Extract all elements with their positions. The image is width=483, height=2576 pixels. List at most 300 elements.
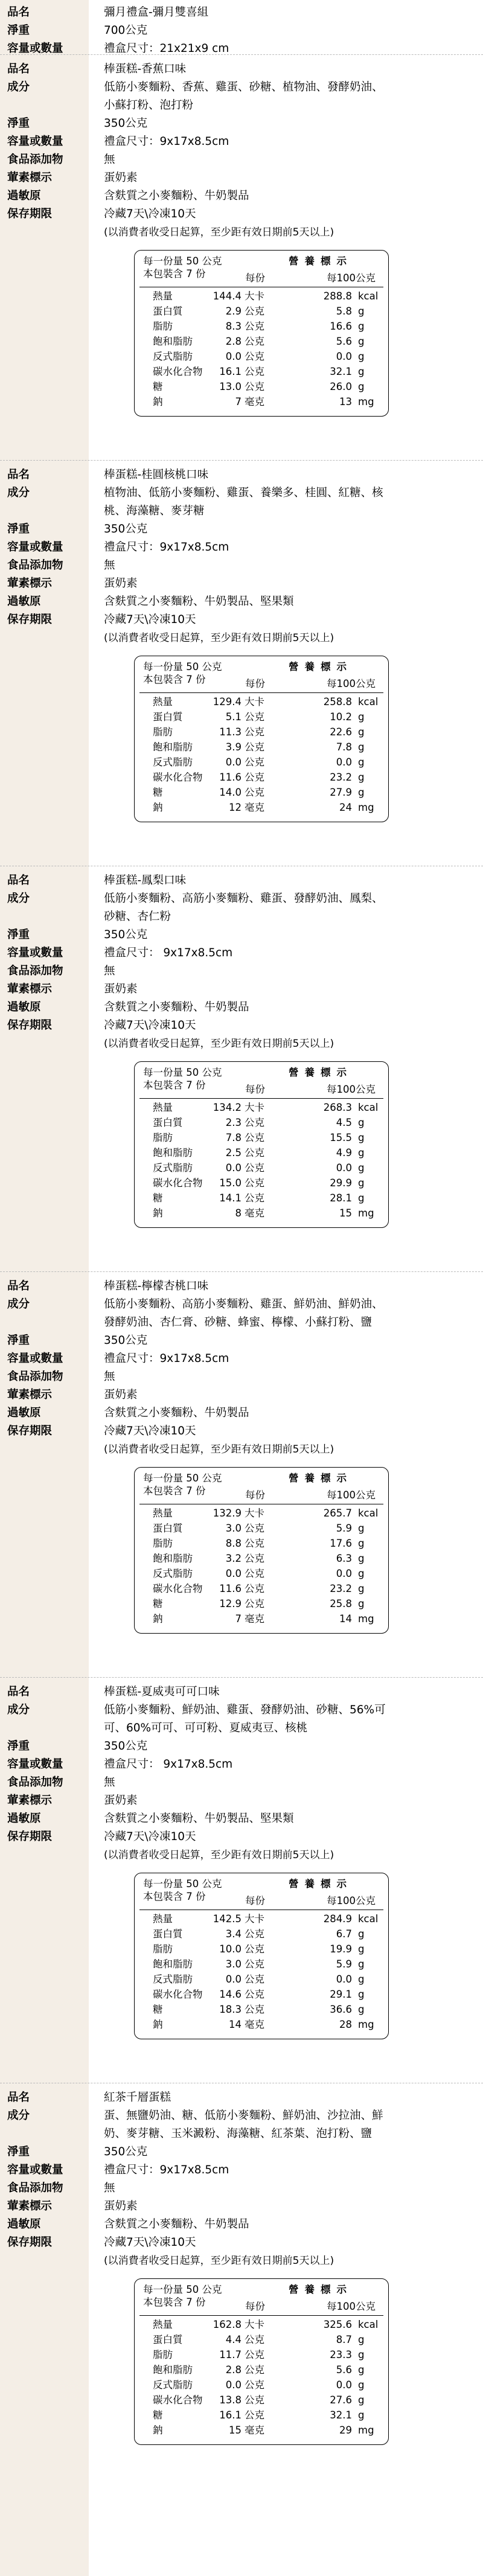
per-serving-unit: 公克 bbox=[245, 1958, 264, 1970]
per-100g-unit: g bbox=[358, 772, 365, 783]
field-value-text: 禮盒尺寸：21x21x9 cm bbox=[104, 42, 229, 55]
nutrition-facts-table bbox=[134, 1467, 389, 1634]
field-value-note bbox=[104, 2252, 473, 2270]
field-value-ingredients bbox=[104, 2107, 473, 2143]
field-value-text: 紅茶千層蛋糕 bbox=[104, 2091, 171, 2104]
per-serving-value: 132.9 bbox=[213, 1507, 242, 1519]
per-100g-header: 每100公克 bbox=[327, 1084, 376, 1095]
nutrient-name: 蛋白質 bbox=[153, 1117, 183, 1128]
field-value-weight bbox=[104, 926, 473, 944]
field-value-ingredients bbox=[104, 1701, 473, 1737]
field-label-size: 容量或數量 bbox=[7, 135, 63, 148]
per-100g-value: 0.0 bbox=[336, 2379, 352, 2391]
per-serving-unit: 大卡 bbox=[245, 2319, 264, 2330]
nutrient-row bbox=[135, 696, 388, 708]
table-rule bbox=[139, 2315, 383, 2316]
field-label-allergens: 過敏原 bbox=[7, 2218, 41, 2231]
per-100g-value: 5.8 bbox=[336, 305, 352, 317]
field-value-allergens bbox=[104, 999, 473, 1017]
nutrient-row bbox=[135, 2334, 388, 2345]
field-label-vegan: 葷素標示 bbox=[7, 1794, 53, 1807]
serving-size: 每一份量 50 公克 bbox=[143, 1472, 222, 1484]
field-label-size: 容量或數量 bbox=[7, 2164, 63, 2176]
ingredient-line: 植物油、低筋小麥麵粉、雞蛋、養樂多、桂圓、紅糖、核 bbox=[104, 487, 383, 499]
per-serving-unit: 毫克 bbox=[245, 2019, 264, 2030]
per-serving-unit: 公克 bbox=[245, 1132, 264, 1143]
field-value-storage bbox=[104, 1017, 473, 1035]
per-serving-unit: 毫克 bbox=[245, 802, 264, 813]
ingredient-line: 低筋小麥麵粉、鮮奶油、雞蛋、發酵奶油、砂糖、56%可 bbox=[104, 1704, 386, 1716]
nutrient-name: 蛋白質 bbox=[153, 305, 183, 317]
serving-size: 每一份量 50 公克 bbox=[143, 1067, 222, 1078]
per-100g-unit: g bbox=[358, 1192, 365, 1204]
per-100g-unit: g bbox=[358, 1177, 365, 1189]
field-label-allergens: 過敏原 bbox=[7, 190, 41, 202]
nutrient-row bbox=[135, 802, 388, 813]
per-serving-unit: 大卡 bbox=[245, 1913, 264, 1925]
per-serving-value: 14 bbox=[229, 2019, 242, 2030]
per-100g-value: 28.1 bbox=[330, 1192, 352, 1204]
field-label-size: 容量或數量 bbox=[7, 1352, 63, 1365]
serving-size: 每一份量 50 公克 bbox=[143, 255, 222, 267]
field-label-storage: 保存期限 bbox=[7, 1019, 53, 1032]
per-serving-unit: 公克 bbox=[245, 2409, 264, 2421]
servings-per-package: 本包裝含 7 份 bbox=[143, 1485, 206, 1497]
per-serving-value: 8.8 bbox=[225, 1538, 242, 1549]
nutrient-row bbox=[135, 1102, 388, 1113]
field-value-text: 棒蛋糕-檸檬杏桃口味 bbox=[104, 1280, 209, 1293]
ingredient-line: 蛋、無鹽奶油、糖、低筋小麥麵粉、鮮奶油、沙拉油、鮮 bbox=[104, 2109, 383, 2122]
field-value-ingredients bbox=[104, 890, 473, 926]
per-serving-unit: 公克 bbox=[245, 726, 264, 738]
field-label-additives: 食品添加物 bbox=[7, 1776, 63, 1789]
per-serving-value: 16.1 bbox=[219, 366, 242, 377]
per-100g-unit: mg bbox=[358, 2019, 374, 2030]
field-value-text: 彌月禮盒-彌月雙喜組 bbox=[104, 6, 209, 19]
per-serving-unit: 公克 bbox=[245, 1989, 264, 2000]
per-serving-unit: 公克 bbox=[245, 2349, 264, 2360]
per-100g-value: 325.6 bbox=[323, 2319, 352, 2330]
per-serving-value: 0.0 bbox=[225, 1568, 242, 1579]
field-label-additives: 食品添加物 bbox=[7, 1370, 63, 1383]
field-value-weight bbox=[104, 2143, 473, 2161]
per-serving-value: 2.8 bbox=[225, 336, 242, 347]
nutrition-title: 營養標示 bbox=[289, 1878, 353, 1890]
nutrient-name: 熱量 bbox=[153, 1507, 173, 1519]
nutrient-name: 碳水化合物 bbox=[153, 772, 203, 783]
per-100g-unit: g bbox=[358, 336, 365, 347]
field-value-text: 含麩質之小麥麵粉、牛奶製品、堅果類 bbox=[104, 1812, 294, 1825]
field-value-text: 蛋奶素 bbox=[104, 1389, 138, 1401]
field-value-text: 含麩質之小麥麵粉、牛奶製品 bbox=[104, 2218, 249, 2231]
per-serving-value: 2.8 bbox=[225, 2364, 242, 2376]
nutrient-name: 飽和脂肪 bbox=[153, 1553, 193, 1564]
nutrient-name: 脂肪 bbox=[153, 1943, 173, 1955]
field-value-text: 禮盒尺寸：9x17x8.5cm bbox=[104, 2164, 229, 2176]
field-value-text: 無 bbox=[104, 965, 115, 977]
nutrient-row bbox=[135, 1913, 388, 1925]
field-value-additives bbox=[104, 151, 473, 169]
field-value-text: 無 bbox=[104, 1776, 115, 1789]
per-serving-value: 142.5 bbox=[213, 1913, 242, 1925]
field-label-additives: 食品添加物 bbox=[7, 559, 63, 572]
field-value-text: 無 bbox=[104, 153, 115, 166]
per-100g-value: 22.6 bbox=[330, 726, 352, 738]
field-label-vegan: 葷素標示 bbox=[7, 2200, 53, 2213]
field-value-storage bbox=[104, 1828, 473, 1846]
per-100g-value: 15 bbox=[339, 1207, 352, 1219]
per-100g-value: 284.9 bbox=[323, 1913, 352, 1925]
per-100g-value: 6.3 bbox=[336, 1553, 352, 1564]
field-label-additives: 食品添加物 bbox=[7, 153, 63, 166]
field-label-ingredients: 成分 bbox=[7, 1298, 30, 1311]
field-label-additives: 食品添加物 bbox=[7, 2182, 63, 2194]
servings-per-package: 本包裝含 7 份 bbox=[143, 674, 206, 685]
per-100g-unit: g bbox=[358, 1989, 365, 2000]
per-serving-unit: 公克 bbox=[245, 321, 264, 332]
per-100g-value: 268.3 bbox=[323, 1102, 352, 1113]
per-serving-unit: 公克 bbox=[245, 756, 264, 768]
nutrient-name: 蛋白質 bbox=[153, 1928, 183, 1940]
per-100g-value: 265.7 bbox=[323, 1507, 352, 1519]
field-value-name bbox=[104, 466, 473, 484]
per-serving-value: 4.4 bbox=[225, 2334, 242, 2345]
per-100g-header: 每100公克 bbox=[327, 272, 376, 284]
per-100g-value: 36.6 bbox=[330, 2004, 352, 2015]
field-value-size bbox=[104, 1350, 473, 1368]
per-100g-unit: g bbox=[358, 1553, 365, 1564]
per-serving-value: 11.7 bbox=[219, 2349, 242, 2360]
field-value-text: 禮盒尺寸： 9x17x8.5cm bbox=[104, 947, 233, 959]
field-value-text: (以消費者收受日起算，至少距有效日期前5天以上) bbox=[104, 226, 334, 238]
field-value-weight bbox=[104, 115, 473, 133]
per-serving-value: 7.8 bbox=[225, 1132, 242, 1143]
nutrient-name: 脂肪 bbox=[153, 2349, 173, 2360]
nutrient-row bbox=[135, 1989, 388, 2000]
per-serving-unit: 公克 bbox=[245, 787, 264, 798]
nutrition-title: 營養標示 bbox=[289, 661, 353, 673]
per-serving-value: 11.6 bbox=[219, 1583, 242, 1594]
nutrient-row bbox=[135, 1583, 388, 1594]
nutrient-row bbox=[135, 2409, 388, 2421]
nutrient-name: 蛋白質 bbox=[153, 2334, 183, 2345]
per-serving-unit: 公克 bbox=[245, 2334, 264, 2345]
per-100g-unit: mg bbox=[358, 396, 374, 407]
per-100g-unit: g bbox=[358, 2349, 365, 2360]
field-label-storage: 保存期限 bbox=[7, 1830, 53, 1843]
nutrient-row bbox=[135, 1928, 388, 1940]
nutrient-row bbox=[135, 321, 388, 332]
per-serving-value: 7 bbox=[235, 396, 242, 407]
servings-per-package: 本包裝含 7 份 bbox=[143, 268, 206, 280]
field-value-text: (以消費者收受日起算，至少距有效日期前5天以上) bbox=[104, 1849, 334, 1861]
nutrient-row bbox=[135, 1162, 388, 1174]
field-value-text: 350公克 bbox=[104, 523, 148, 535]
per-100g-unit: mg bbox=[358, 1207, 374, 1219]
field-label-size: 容量或數量 bbox=[7, 947, 63, 959]
field-label-ingredients: 成分 bbox=[7, 892, 30, 905]
per-100g-value: 0.0 bbox=[336, 351, 352, 362]
nutrient-name: 飽和脂肪 bbox=[153, 1147, 193, 1159]
per-serving-unit: 公克 bbox=[245, 1598, 264, 1609]
table-rule bbox=[139, 1098, 383, 1099]
ingredient-line: 奶、麥芽糖、玉米澱粉、海藻糖、紅茶葉、泡打粉、鹽 bbox=[104, 2127, 373, 2140]
per-100g-value: 23.2 bbox=[330, 1583, 352, 1594]
per-100g-unit: mg bbox=[358, 2424, 374, 2436]
per-serving-unit: 公克 bbox=[245, 1943, 264, 1955]
field-value-text: 700公克 bbox=[104, 24, 148, 37]
per-serving-unit: 公克 bbox=[245, 305, 264, 317]
field-value-text: 蛋奶素 bbox=[104, 2200, 138, 2213]
field-value-text: (以消費者收受日起算，至少距有效日期前5天以上) bbox=[104, 632, 334, 644]
per-100g-unit: g bbox=[358, 1117, 365, 1128]
per-100g-unit: g bbox=[358, 381, 365, 392]
per-100g-unit: g bbox=[358, 1928, 365, 1940]
section-divider bbox=[0, 54, 483, 55]
field-label-ingredients: 成分 bbox=[7, 2109, 30, 2122]
field-value-text: 禮盒尺寸：9x17x8.5cm bbox=[104, 135, 229, 148]
per-serving-header: 每份 bbox=[245, 1489, 265, 1501]
per-100g-value: 0.0 bbox=[336, 1974, 352, 1985]
per-100g-value: 25.8 bbox=[330, 1598, 352, 1609]
per-serving-unit: 大卡 bbox=[245, 696, 264, 708]
ingredient-line: 桃、海藻糖、麥芽糖 bbox=[104, 505, 205, 517]
field-label-vegan: 葷素標示 bbox=[7, 577, 53, 590]
nutrient-name: 熱量 bbox=[153, 696, 173, 708]
field-label-weight: 淨重 bbox=[7, 117, 30, 130]
field-value-text: 含麩質之小麥麵粉、牛奶製品 bbox=[104, 190, 249, 202]
ingredient-line: 低筋小麥麵粉、高筋小麥麵粉、雞蛋、發酵奶油、鳳梨、 bbox=[104, 892, 383, 905]
nutrient-row bbox=[135, 1117, 388, 1128]
per-100g-value: 17.6 bbox=[330, 1538, 352, 1549]
nutrient-name: 糖 bbox=[153, 2004, 163, 2015]
field-value-additives bbox=[104, 1368, 473, 1386]
field-value-name bbox=[104, 1277, 473, 1296]
nutrient-row bbox=[135, 336, 388, 347]
section-divider bbox=[0, 460, 483, 461]
nutrient-name: 飽和脂肪 bbox=[153, 1958, 193, 1970]
field-label-name: 品名 bbox=[7, 1686, 30, 1698]
field-value-storage bbox=[104, 205, 473, 223]
per-serving-unit: 毫克 bbox=[245, 1207, 264, 1219]
nutrient-row bbox=[135, 1192, 388, 1204]
per-100g-value: 288.8 bbox=[323, 290, 352, 302]
per-100g-value: 28 bbox=[339, 2019, 352, 2030]
per-100g-value: 0.0 bbox=[336, 756, 352, 768]
nutrient-name: 糖 bbox=[153, 787, 163, 798]
field-label-size: 容量或數量 bbox=[7, 1758, 63, 1771]
per-100g-value: 5.6 bbox=[336, 2364, 352, 2376]
field-label: 淨重 bbox=[7, 24, 30, 37]
field-value-text: 無 bbox=[104, 1370, 115, 1383]
field-value-vegan bbox=[104, 2197, 473, 2216]
nutrient-name: 碳水化合物 bbox=[153, 1989, 203, 2000]
field-label-weight: 淨重 bbox=[7, 928, 30, 941]
per-100g-value: 7.8 bbox=[336, 741, 352, 753]
nutrition-title: 營養標示 bbox=[289, 255, 353, 267]
per-serving-value: 134.2 bbox=[213, 1102, 242, 1113]
field-value-ingredients bbox=[104, 484, 473, 520]
nutrient-name: 碳水化合物 bbox=[153, 1177, 203, 1189]
nutrient-name: 脂肪 bbox=[153, 726, 173, 738]
field-value-name bbox=[104, 1683, 473, 1701]
nutrient-row bbox=[135, 772, 388, 783]
per-100g-unit: g bbox=[358, 2004, 365, 2015]
per-100g-unit: g bbox=[358, 1147, 365, 1159]
nutrient-name: 反式脂肪 bbox=[153, 1568, 193, 1579]
field-value-ingredients bbox=[104, 1296, 473, 1332]
field-label-name: 品名 bbox=[7, 63, 30, 75]
per-100g-unit: g bbox=[358, 2409, 365, 2421]
nutrient-row bbox=[135, 2319, 388, 2330]
per-serving-unit: 公克 bbox=[245, 2394, 264, 2406]
per-serving-value: 0.0 bbox=[225, 2379, 242, 2391]
per-serving-value: 13.0 bbox=[219, 381, 242, 392]
per-serving-unit: 公克 bbox=[245, 1974, 264, 1985]
nutrient-name: 碳水化合物 bbox=[153, 2394, 203, 2406]
field-value-vegan bbox=[104, 1386, 473, 1404]
per-100g-unit: kcal bbox=[358, 290, 379, 302]
per-100g-unit: g bbox=[358, 1598, 365, 1609]
nutrient-name: 脂肪 bbox=[153, 1538, 173, 1549]
per-100g-unit: g bbox=[358, 366, 365, 377]
nutrient-row bbox=[135, 1132, 388, 1143]
field-label-ingredients: 成分 bbox=[7, 487, 30, 499]
per-serving-value: 10.0 bbox=[219, 1943, 242, 1955]
nutrient-name: 熱量 bbox=[153, 1913, 173, 1925]
nutrient-row bbox=[135, 1207, 388, 1219]
nutrient-name: 反式脂肪 bbox=[153, 756, 193, 768]
ingredient-line: 可、60%可可、可可粉、夏威夷豆、核桃 bbox=[104, 1722, 308, 1734]
field-label-name: 品名 bbox=[7, 468, 30, 481]
per-100g-unit: g bbox=[358, 321, 365, 332]
nutrient-name: 碳水化合物 bbox=[153, 1583, 203, 1594]
per-serving-unit: 毫克 bbox=[245, 396, 264, 407]
nutrient-name: 飽和脂肪 bbox=[153, 741, 193, 753]
nutrient-row bbox=[135, 290, 388, 302]
per-serving-unit: 公克 bbox=[245, 1117, 264, 1128]
field-value-storage bbox=[104, 2234, 473, 2252]
per-100g-value: 5.9 bbox=[336, 1523, 352, 1534]
field-value-name bbox=[104, 60, 473, 78]
per-100g-value: 23.3 bbox=[330, 2349, 352, 2360]
per-100g-unit: g bbox=[358, 351, 365, 362]
servings-per-package: 本包裝含 7 份 bbox=[143, 1891, 206, 1902]
nutrient-row bbox=[135, 396, 388, 407]
nutrient-name: 熱量 bbox=[153, 290, 173, 302]
nutrition-facts-table bbox=[134, 250, 389, 417]
per-serving-header: 每份 bbox=[245, 1084, 265, 1095]
field-value-vegan bbox=[104, 169, 473, 187]
per-serving-unit: 公克 bbox=[245, 336, 264, 347]
field-label-allergens: 過敏原 bbox=[7, 1407, 41, 1419]
per-serving-value: 0.0 bbox=[225, 1162, 242, 1174]
field-label-allergens: 過敏原 bbox=[7, 1812, 41, 1825]
field-value-name bbox=[104, 872, 473, 890]
per-serving-value: 144.4 bbox=[213, 290, 242, 302]
field-value-weight bbox=[104, 520, 473, 539]
field-value-allergens bbox=[104, 187, 473, 205]
field-value-text: 禮盒尺寸：9x17x8.5cm bbox=[104, 1352, 229, 1365]
nutrient-row bbox=[135, 2379, 388, 2391]
per-serving-unit: 毫克 bbox=[245, 1613, 264, 1625]
field-label-vegan: 葷素標示 bbox=[7, 171, 53, 184]
per-100g-value: 27.6 bbox=[330, 2394, 352, 2406]
per-serving-unit: 公克 bbox=[245, 1147, 264, 1159]
per-100g-unit: g bbox=[358, 2334, 365, 2345]
field-value-text: 含麩質之小麥麵粉、牛奶製品、堅果類 bbox=[104, 595, 294, 608]
per-100g-unit: g bbox=[358, 2364, 365, 2376]
per-100g-unit: g bbox=[358, 1583, 365, 1594]
nutrient-name: 鈉 bbox=[153, 1207, 163, 1219]
per-100g-value: 4.9 bbox=[336, 1147, 352, 1159]
field-value-additives bbox=[104, 962, 473, 980]
field-label-ingredients: 成分 bbox=[7, 1704, 30, 1716]
per-serving-unit: 公克 bbox=[245, 366, 264, 377]
per-serving-unit: 公克 bbox=[245, 1553, 264, 1564]
field-label-weight: 淨重 bbox=[7, 2146, 30, 2158]
nutrient-row bbox=[135, 1507, 388, 1519]
field-label: 容量或數量 bbox=[7, 42, 63, 55]
nutrient-name: 反式脂肪 bbox=[153, 1974, 193, 1985]
field-value-text: 含麩質之小麥麵粉、牛奶製品 bbox=[104, 1001, 249, 1014]
per-100g-unit: mg bbox=[358, 1613, 374, 1625]
serving-size: 每一份量 50 公克 bbox=[143, 1878, 222, 1890]
nutrient-name: 糖 bbox=[153, 1192, 163, 1204]
per-100g-value: 29 bbox=[339, 2424, 352, 2436]
table-rule bbox=[139, 692, 383, 693]
per-100g-unit: g bbox=[358, 726, 365, 738]
per-100g-value: 8.7 bbox=[336, 2334, 352, 2345]
per-100g-header: 每100公克 bbox=[327, 678, 376, 689]
field-value-note bbox=[104, 1440, 473, 1459]
field-value-text: 350公克 bbox=[104, 117, 148, 130]
per-100g-unit: g bbox=[358, 1162, 365, 1174]
field-value-text: 禮盒尺寸：9x17x8.5cm bbox=[104, 541, 229, 554]
nutrient-name: 熱量 bbox=[153, 2319, 173, 2330]
per-100g-value: 4.5 bbox=[336, 1117, 352, 1128]
nutrient-row bbox=[135, 305, 388, 317]
field-value-text: 350公克 bbox=[104, 1334, 148, 1347]
field-label-storage: 保存期限 bbox=[7, 2236, 53, 2249]
field-value-text: (以消費者收受日起算，至少距有效日期前5天以上) bbox=[104, 1038, 334, 1050]
nutrient-row bbox=[135, 726, 388, 738]
nutrient-row bbox=[135, 756, 388, 768]
field-value-text: 棒蛋糕-夏威夷可可口味 bbox=[104, 1686, 220, 1698]
field-value-name bbox=[104, 2089, 473, 2107]
nutrient-name: 脂肪 bbox=[153, 321, 173, 332]
per-100g-unit: g bbox=[358, 756, 365, 768]
per-serving-unit: 公克 bbox=[245, 2004, 264, 2015]
ingredient-line: 低筋小麥麵粉、香蕉、雞蛋、砂糖、植物油、發酵奶油、 bbox=[104, 81, 383, 94]
per-serving-value: 14.6 bbox=[219, 1989, 242, 2000]
per-100g-unit: g bbox=[358, 741, 365, 753]
field-label-ingredients: 成分 bbox=[7, 81, 30, 94]
nutrient-row bbox=[135, 1553, 388, 1564]
nutrition-facts-table bbox=[134, 1873, 389, 2039]
field-value-allergens bbox=[104, 1810, 473, 1828]
per-serving-unit: 公克 bbox=[245, 2364, 264, 2376]
per-serving-value: 14.1 bbox=[219, 1192, 242, 1204]
per-serving-value: 14.0 bbox=[219, 787, 242, 798]
nutrient-row bbox=[135, 787, 388, 798]
per-100g-unit: g bbox=[358, 711, 365, 723]
per-serving-unit: 公克 bbox=[245, 381, 264, 392]
field-label-vegan: 葷素標示 bbox=[7, 1389, 53, 1401]
field-value-vegan bbox=[104, 980, 473, 999]
field-value-size bbox=[104, 133, 473, 151]
ingredient-line: 低筋小麥麵粉、高筋小麥麵粉、雞蛋、鮮奶油、鮮奶油、 bbox=[104, 1298, 383, 1311]
